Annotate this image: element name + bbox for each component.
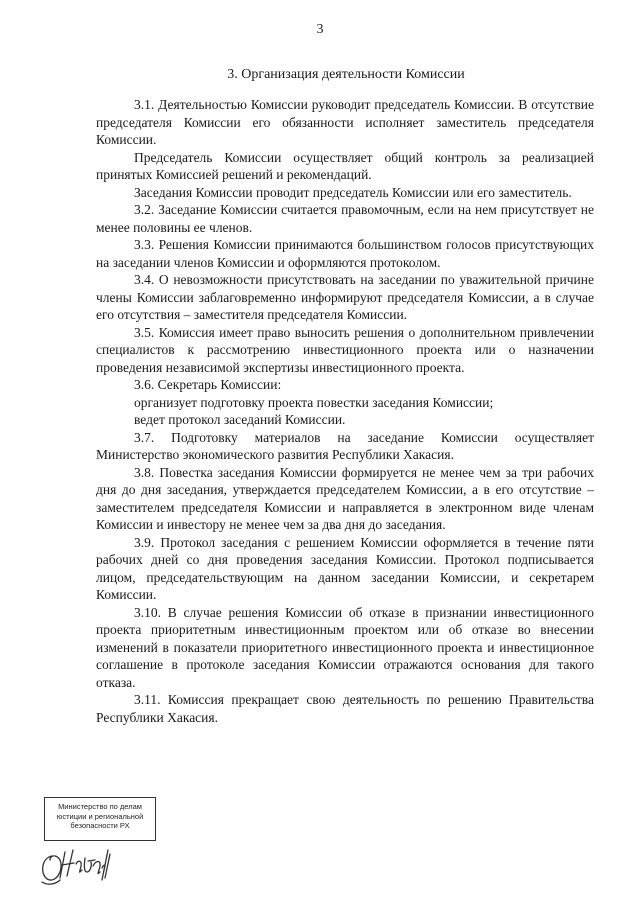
paragraph-chairman-control: Председатель Комиссии осуществляет общий контроль за реализацией принятых Комиссией решений и рекомендаций.	[96, 149, 594, 182]
paragraph-3-6: 3.6. Секретарь Комиссии:	[134, 377, 282, 392]
paragraph-3-10: 3.10. В случае решения Комиссии об отказе в признании инвестиционного проекта приоритетным инвестиционным проектом или об отказе во внесении изменений в показатели приоритетного инвестиционного проекта и инвестиционное соглашение в протоколе заседания Комиссии отражаются основания для такого отказа.	[96, 604, 594, 690]
paragraph-3-11: 3.11. Комиссия прекращает свою деятельность по решению Правительства Республики Хакасия.	[96, 692, 594, 725]
handwritten-signature-icon	[38, 838, 128, 893]
page-number: 3	[316, 22, 324, 37]
document-body	[96, 96, 594, 726]
paragraph-3-5: 3.5. Комиссия имеет право выносить решения о дополнительном привлечении специалистов к рассмотрению инвестиционного проекта или о назначении проведения независимой экспертизы инвестиционного проекта.	[96, 324, 594, 375]
paragraph-3-7: 3.7. Подготовку материалов на заседание Комиссии осуществляет Министерство экономического развития Республики Хакасия.	[96, 429, 594, 462]
paragraph-meetings-chair: Заседания Комиссии проводит председатель Комиссии или его заместитель.	[134, 184, 572, 200]
paragraph-3-3: 3.3. Решения Комиссии принимаются большинством голосов присутствующих на заседании членов Комиссии и оформляются протоколом.	[96, 237, 594, 270]
paragraph-3-8: 3.8. Повестка заседания Комиссии формируется не менее чем за три рабочих дня до дня заседания, утверждается председателем Комиссии, а в его отсутствие – заместителем председателя Комиссии и направляется в электронном виде членам Комиссии и инвестору не менее чем за два дня до заседания.	[96, 464, 594, 532]
paragraph-secretary-agenda: организует подготовку проекта повестки заседания Комиссии;	[134, 394, 494, 410]
stamp-line: юстиции и региональной	[56, 811, 144, 821]
paragraph-secretary-protocol: ведет протокол заседаний Комиссии.	[134, 412, 346, 427]
ministry-stamp	[44, 797, 156, 841]
paragraph-3-2: 3.2. Заседание Комиссии считается правомочным, если на нем присутствует не менее половины ее членов.	[96, 202, 594, 235]
stamp-line: Министерство по делам	[58, 802, 142, 811]
paragraph-3-1: 3.1. Деятельностью Комиссии руководит председатель Комиссии. В отсутствие председателя Комиссии его обязанности исполняет заместитель председателя Комиссии.	[96, 97, 594, 147]
section-title: 3. Организация деятельности Комиссии	[227, 67, 465, 82]
stamp-line: безопасности РХ	[70, 821, 130, 830]
paragraph-3-9: 3.9. Протокол заседания с решением Комиссии оформляется в течение пяти рабочих дней со дня проведения заседания Комиссии. Протокол подписывается лицом, председательствующим на данном заседании Комиссии, и секретарем Комиссии.	[96, 534, 594, 602]
paragraph-3-4: 3.4. О невозможности присутствовать на заседании по уважительной причине члены Комиссии заблаговременно информируют председателя Комиссии, а в случае его отсутствия – заместителя председателя Комиссии.	[96, 272, 594, 322]
